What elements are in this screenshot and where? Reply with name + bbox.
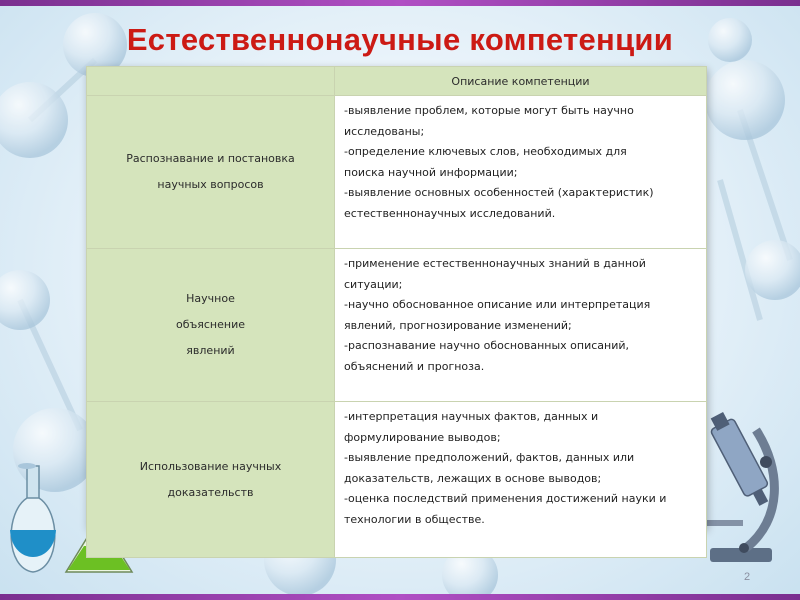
competence-name-cell (87, 249, 335, 402)
competence-description-cell (335, 249, 707, 402)
description-line: -выявление основных особенностей (характеристик) (344, 186, 654, 199)
description-line: -оценка последствий применения достижений науки и (344, 492, 667, 505)
description-line: поиска научной информации; (344, 165, 518, 179)
description-line: -определение ключевых слов, необходимых для (344, 145, 627, 158)
competence-description-cell (335, 96, 707, 249)
description-line: объяснений и прогноза. (344, 359, 485, 373)
table-row (87, 96, 707, 249)
description-line: явлений, прогнозирование изменений; (344, 318, 572, 332)
competence-name-cell (87, 402, 335, 558)
competence-name-line: Распознавание и постановка (126, 152, 295, 165)
description-line: формулирование выводов; (344, 430, 501, 444)
description-line: -выявление предположений, фактов, данных или (344, 451, 635, 464)
competence-name-line: доказательств (167, 485, 254, 499)
competence-name-cell (87, 96, 335, 249)
header-cell-competence (87, 67, 335, 96)
competence-name-line: явлений (186, 344, 235, 357)
description-line: -выявление проблем, которые могут быть научно (344, 104, 634, 117)
page-title: Естественнонаучные компетенции (126, 22, 674, 57)
description-line: -распознавание научно обоснованных описаний, (344, 339, 629, 352)
description-line: технологии в обществе. (344, 512, 485, 526)
competence-name-line: Использование научных (139, 459, 282, 473)
table-row (87, 402, 707, 558)
competence-table (86, 66, 706, 528)
description-line: -научно обоснованное описание или интерпретация (344, 298, 651, 311)
competence-name-line: научных вопросов (157, 178, 264, 191)
page-number: 2 (744, 571, 751, 583)
slide-frame-bottom (0, 594, 800, 600)
table-row (87, 249, 707, 402)
table-header-row (87, 67, 707, 96)
microscope-icon (705, 409, 775, 562)
competence-name-line: объяснение (175, 318, 246, 331)
description-line: естественнонаучных исследований. (344, 206, 556, 220)
header-cell-description: Описание компетенции (335, 67, 707, 96)
competence-description-cell (335, 402, 707, 558)
description-line: -интерпретация научных фактов, данных и (344, 410, 599, 423)
competence-name-line: Научное (186, 292, 235, 305)
description-line: доказательств, лежащих в основе выводов; (344, 471, 602, 485)
competence-table-grid (86, 66, 707, 558)
description-line: ситуации; (344, 277, 403, 291)
description-line: исследованы; (344, 124, 425, 138)
description-line: -применение естественнонаучных знаний в данной (344, 257, 646, 270)
